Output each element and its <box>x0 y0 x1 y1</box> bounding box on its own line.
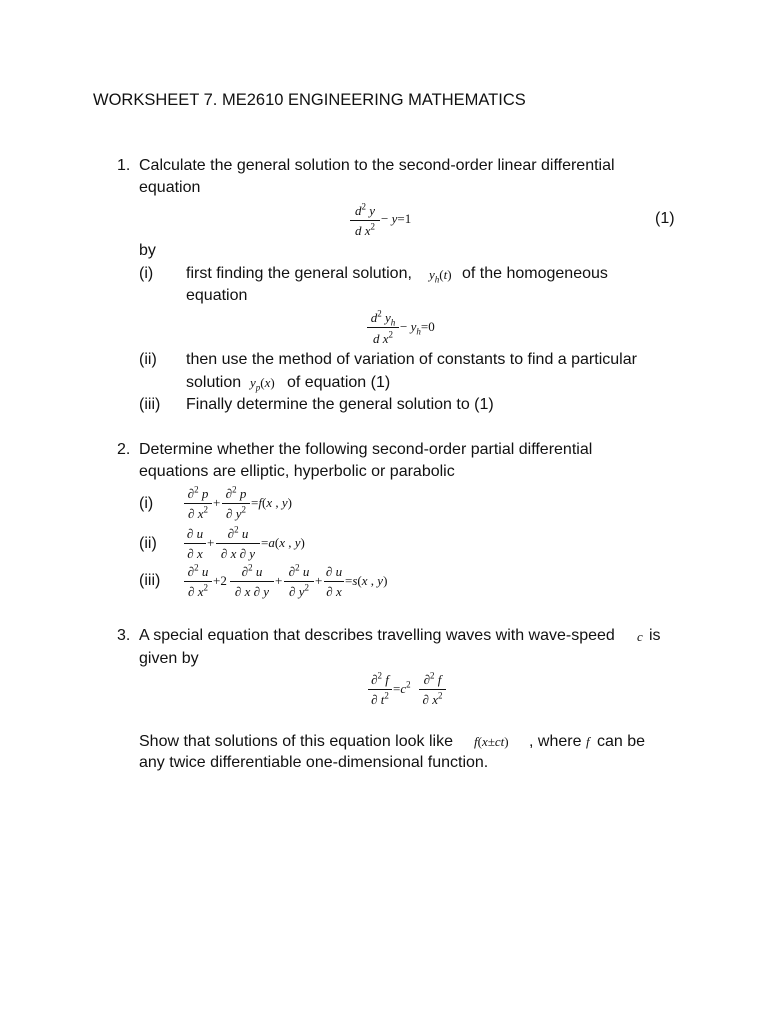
q1-number: 1. <box>117 157 131 174</box>
q2-text-line2: equations are elliptic, hyperbolic or parabolic <box>139 463 455 480</box>
q3-text-line2: given by <box>139 650 199 667</box>
q2-i-rhs: =f(x , y) <box>251 495 292 510</box>
q3-c-symbol: c <box>637 629 643 644</box>
q1-i-label: (i) <box>139 265 154 282</box>
q3-show-d: any twice differentiable one-dimensional function. <box>139 754 489 771</box>
q2-text-line1: Determine whether the following second-order partial differential <box>139 441 593 458</box>
q1-i-yh-symbol: $y_h(t)$ <box>429 267 452 285</box>
q1-i-text-a: first finding the general solution, <box>186 265 412 282</box>
q1-text-line2: equation <box>139 179 201 196</box>
q1-eq-denominator: d $x^2$ <box>354 221 376 238</box>
q1-ii-text-b: solution <box>186 374 242 391</box>
q1-eq-label: (1) <box>655 210 675 227</box>
q2-iii-frac3: ∂$^2$ u ∂ $y^2$ <box>284 562 314 600</box>
q2-ii-plus: + <box>207 535 215 550</box>
q1-by: by <box>139 242 156 259</box>
q1-eq-fraction <box>350 201 380 239</box>
q1-iii-label: (iii) <box>139 396 161 413</box>
q3-number: 3. <box>117 627 131 644</box>
q2-ii-frac2: ∂$^2$ u ∂ x ∂ y <box>216 524 260 562</box>
q1-eq-fraction-bar <box>350 220 380 221</box>
q2-i-frac1: ∂$^2$ p ∂ $x^2$ <box>184 484 212 522</box>
q3-f-symbol: f <box>586 734 590 749</box>
q1-ii-text-c: of equation (1) <box>287 374 391 391</box>
q1-eq-rest: − y=1 <box>381 211 412 226</box>
q2-iii-frac2: ∂$^2$ u ∂ x ∂ y <box>230 562 274 600</box>
q3-show-b: , where <box>529 733 582 750</box>
q1-ii-text-a: then use the method of variation of constants to find a particular <box>186 351 637 368</box>
q2-iii-frac4: ∂ u ∂ x <box>325 564 343 599</box>
q3-show-c: can be <box>597 733 646 750</box>
q3-frac-left: ∂$^2$ f ∂ $t^2$ <box>368 670 392 708</box>
q2-ii-frac1: ∂ u ∂ x <box>184 524 206 562</box>
q2-iii-frac1: ∂$^2$ u ∂ $x^2$ <box>184 562 212 600</box>
q2-i-label: (i) <box>139 495 154 512</box>
q1-iii-text: Finally determine the general solution to (1) <box>186 396 494 413</box>
q2-iii-rhs: =s(x , y) <box>345 573 388 588</box>
q1-ii-yp-symbol: $y_p(x)$ <box>250 375 275 393</box>
q1-h-numerator: $d^2$ $y_h$ <box>370 308 396 328</box>
q2-iii-label: (iii) <box>139 572 161 589</box>
q3-equals-c2: $=c^2$ <box>393 679 411 696</box>
q2-iii-plus-a: + <box>275 573 283 588</box>
q2-iii-plus-b: + <box>315 573 323 588</box>
q1-eq-numerator: $d^2$ y <box>354 201 376 218</box>
q3-show-a: Show that solutions of this equation look like <box>139 733 453 750</box>
q3-text-line1b: is <box>649 627 661 644</box>
q1-i-text-b: of the homogeneous <box>462 265 608 282</box>
q1-ii-label: (ii) <box>139 351 157 368</box>
q2-iii-plus2: +2 <box>213 573 227 588</box>
q3-text-line1a: A special equation that describes travelling waves with wave-speed <box>139 627 615 644</box>
q1-text-line1: Calculate the general solution to the second-order linear differential <box>139 157 615 174</box>
q2-i-frac2: ∂$^2$ p ∂ $y^2$ <box>222 484 250 522</box>
q1-h-fraction <box>367 308 399 346</box>
q3-f-x-ct-symbol: f(x±ct) <box>474 734 509 749</box>
q2-ii-label: (ii) <box>139 535 157 552</box>
q3-frac-right: ∂$^2$ f ∂ $x^2$ <box>419 670 446 708</box>
q1-h-rest: − $y_h=0$ <box>400 319 435 337</box>
q2-ii-rhs: =a(x , y) <box>261 535 305 550</box>
q1-i-text-c: equation <box>186 287 248 304</box>
q1-h-denominator: d $x^2$ <box>372 329 394 346</box>
page-title: WORKSHEET 7. ME2610 ENGINEERING MATHEMATICS <box>93 91 526 109</box>
q1-h-fraction-bar <box>367 327 399 328</box>
q2-number: 2. <box>117 441 131 458</box>
q2-i-plus: + <box>213 495 221 510</box>
